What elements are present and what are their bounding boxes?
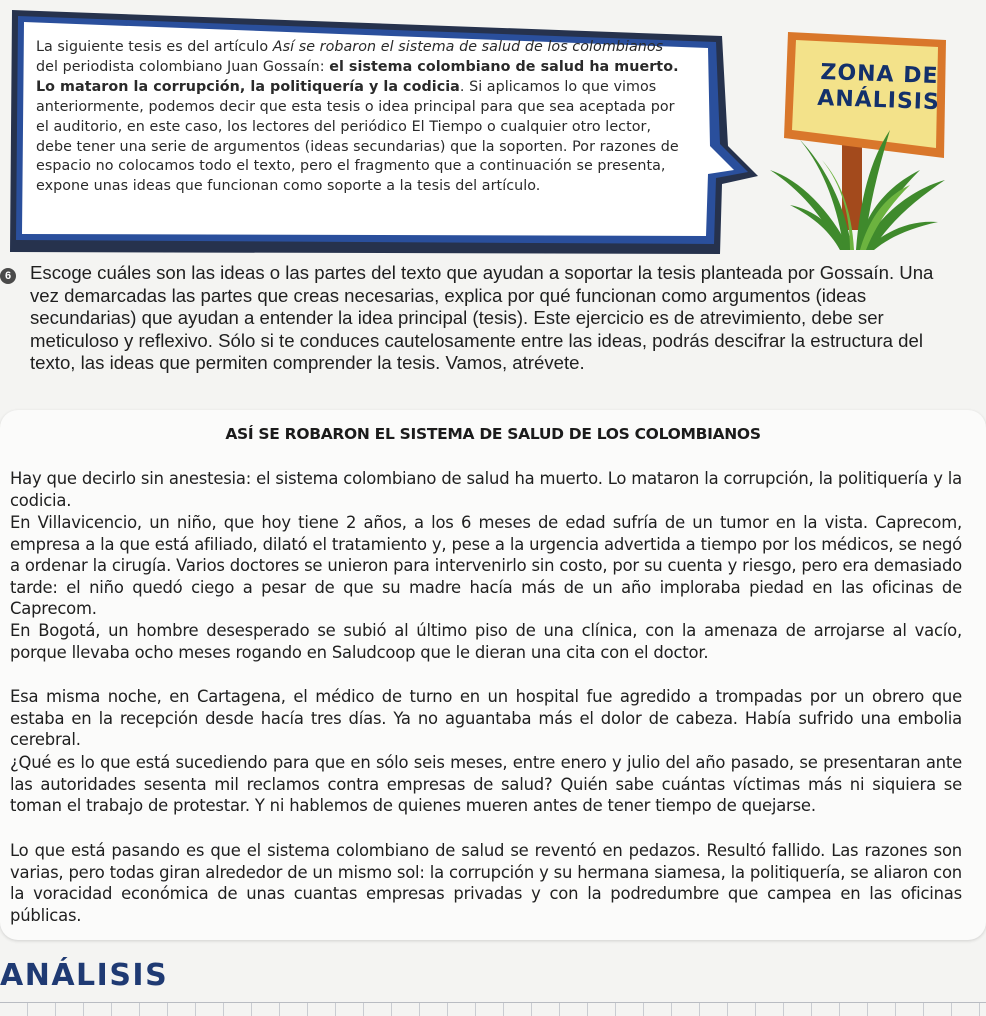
sign-label: [803, 59, 955, 116]
zona-analisis-sign: [760, 10, 980, 260]
thesis-bold: el sistema colombiano de salud ha muerto. Lo mataron la corrupción, la politiquería y la codicia: [36, 58, 679, 95]
article-card: [0, 410, 986, 940]
analisis-heading: ANÁLISIS: [0, 958, 169, 993]
sign-line-2: ANÁLISIS: [816, 85, 941, 116]
article-paragraph: Hay que decirlo sin anestesia: el sistema colombiano de salud ha muerto. Lo mataron la corrupción, la politiquería y la codicia.: [10, 469, 962, 510]
article-title: ASÍ SE ROBARON EL SISTEMA DE SALUD DE LOS COLOMBIANOS: [225, 425, 761, 443]
article-paragraph: En Villavicencio, un niño, que hoy tiene 2 años, a los 6 meses de edad sufría de un tumor en la vista. Caprecom, empresa a la que está afiliado, dilató el tratamiento y, pese a la urgencia advertida a tiempo por los médicos, se negó a ordenar la cirugía. Varios doctores se unieron para intervenirlo sin costo, por su cuenta y riesgo, pero era demasiado tarde: el niño quedó ciego a pesar de que su madre hacía más de un año imploraba piedad en las oficinas de Caprecom.: [10, 513, 962, 618]
sign-post: [842, 140, 862, 230]
article-paragraph: Lo que está pasando es que el sistema colombiano de salud se reventó en pedazos. Resultó fallido. Las razones son varias, pero todas giran alrededor de un mismo sol: la corrupción y su hermana siamesa, la politiquería, se aliaron con la voracidad económica de unas cuantas empresas privadas y con la podredumbre que campea en las oficinas públicas.: [10, 841, 962, 925]
intro-speech-bubble: [6, 6, 762, 256]
sign-line-1: ZONA DE: [820, 59, 939, 90]
activity-number-badge: 6: [0, 268, 16, 284]
answer-grid-lines: [0, 1002, 986, 1016]
intro-text-part1: La siguiente tesis es del artículo: [36, 39, 273, 55]
intro-text-part2: del periodista colombiano Juan Gossaín:: [36, 58, 330, 75]
article-paragraph: ¿Qué es lo que está sucediendo para que en sólo seis meses, entre enero y julio del año pasado, se presentaran ante las autoridades sesenta mil reclamos contra empresas de salud? Quién sabe cuántas víctimas más ni siquiera se toman el trabajo de protestar. Y ni hablemos de quienes mueren antes de tener tiempo de quejarse.: [10, 753, 962, 815]
article-title-italic: Así se robaron el sistema de salud de los colombianos: [272, 39, 664, 55]
sign-illustration: [760, 10, 980, 260]
intro-text-part3: . Si aplicamos lo que vimos anteriormente, podemos decir que esta tesis o idea principal para que sea aceptada por el auditorio, en este caso, los lectores del periódico El Tiempo o cualquier otro lector, debe tener una serie de argumentos (ideas secundarias) que la soporten. Por razones de espacio no colocamos todo el texto, pero el fragmento que a continuación se presenta, expone unas ideas que funcionan como soporte a la tesis del artículo.: [36, 78, 679, 195]
intro-text: [36, 38, 686, 197]
article-paragraph: En Bogotá, un hombre desesperado se subió al último piso de una clínica, con la amenaza de arrojarse al vacío, porque llevaba ocho meses rogando en Saludcoop que le dieran una cita con el doctor.: [10, 621, 962, 662]
activity-instructions: Escoge cuáles son las ideas o las partes del texto que ayudan a soportar la tesis planteada por Gossaín. Una vez demarcadas las partes que creas necesarias, explica por qué funcionan como argumentos (ideas secundarias) que ayudan a entender la idea principal (tesis). Este ejercicio es de atrevimiento, debe ser meticuloso y reflexivo. Sólo si te conduces cautelosamente entre las ideas, podrás descifrar la estructura del texto, las ideas que permiten comprender la tesis. Vamos, atrévete.: [30, 262, 934, 374]
article-paragraph: Esa misma noche, en Cartagena, el médico de turno en un hospital fue agredido a trompadas por un obrero que estaba en la recepción desde hacía tres días. Ya no aguantaba más el dolor de cabeza. Había sufrido una embolia cerebral.: [10, 687, 962, 749]
